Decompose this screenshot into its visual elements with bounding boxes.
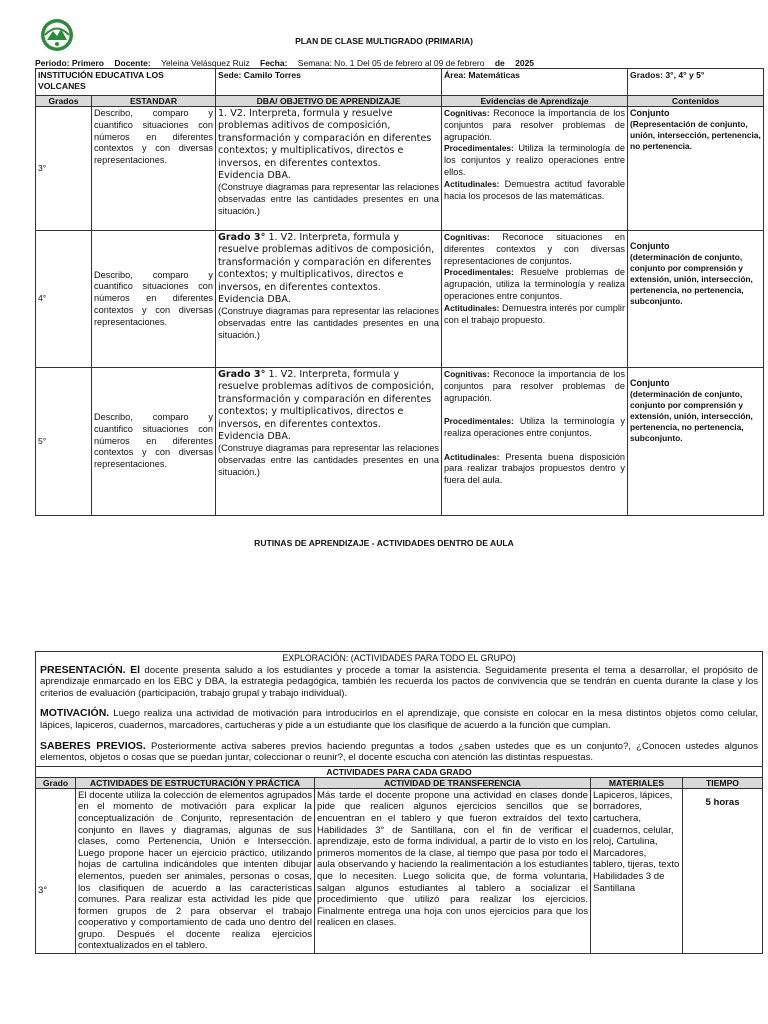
period-label: Periodo:: [35, 58, 70, 68]
contents-cell: [628, 107, 764, 231]
plan-row: [36, 368, 764, 516]
dba-cell: [216, 368, 442, 516]
standard-cell: Describo, comparo y cuantifico situaciones con números en diferentes contextos y con diversas representaciones.: [92, 231, 216, 368]
cognitive-text: Reconoce situaciones en diferentes contextos y con diversas representaciones de conjuntos.: [444, 232, 626, 266]
procedural-label: Procedimentales:: [444, 267, 514, 278]
col-header-grades: Grados: [36, 96, 92, 107]
content-title: Conjunto: [630, 241, 670, 251]
attitudinal-text: Demuestra interés por cumplir con el trabajo propuesto.: [444, 302, 626, 325]
standard-cell: Describo, comparo y cuantifico situaciones con números en diferentes contextos y con diversas representaciones.: [92, 368, 216, 516]
col-header-dba: DBA/ OBJETIVO DE APRENDIZAJE: [216, 96, 442, 107]
institution-cell: INSTITUCIÓN EDUCATIVA LOS VOLCANES: [36, 69, 216, 96]
transfer-activity: Más tarde el docente propone una actividad en clases donde pide que realicen algunos ejercicios sencillos que se encuentran en el tablero y que fueron extraídos del texto Habilidades 3° de Santillana, con el fin de verificar el aprendizaje, esto de forma individual, a partir de lo visto en los primeros momentos de la clase, al tiempo que pasa por todo el aula observando y haciendo la realimentación a los estudiantes que lo necesiten. Luego solicita que, de forma voluntaria, salgan algunos estudiantes al tablero a socializar el procedimiento que utilizó para realizar los ejercicios. Finalmente entrega una hoja con unos ejercicios para que los realicen en clases.: [315, 788, 591, 953]
col-header-structuring: ACTIVIDADES DE ESTRUCTURACIÓN Y PRÁCTICA: [76, 777, 315, 788]
dba-evidence: (Construye diagramas para representar las relaciones observadas entre las cantidades presentes en una situación.): [218, 306, 440, 340]
activity-grade: 3°: [36, 788, 76, 953]
dba-evidence-label: Evidencia DBA.: [218, 170, 291, 182]
plan-row: [36, 231, 764, 368]
school-logo-icon: [40, 18, 74, 52]
content-text: (determinación de conjunto, conjunto por comprensión y extensión, unión, intersección, pertenencia, no pertenencia, subconjunto.: [630, 389, 753, 443]
area-cell: Área: Matemáticas: [442, 69, 628, 96]
motivation-paragraph: [40, 708, 758, 731]
exploration-title: EXPLORACIÓN: (ACTIVIDADES PARA TODO EL GRUPO): [282, 653, 516, 663]
cognitive-text: Reconoce la importancia de los conjuntos para resolver problemas de agrupación.: [444, 369, 626, 403]
date-label: Fecha:: [260, 58, 288, 68]
dba-cell: [216, 107, 442, 231]
prior-knowledge-paragraph: [40, 741, 758, 764]
attitudinal-label: Actitudinales:: [444, 302, 500, 313]
standard-cell: Describo, comparo y cuantifico situaciones con números en diferentes contextos y con diversas representaciones.: [92, 107, 216, 231]
grade-cell: 4°: [36, 231, 92, 368]
col-header-standard: ESTANDAR: [92, 96, 216, 107]
per-grade-title: ACTIVIDADES PARA CADA GRADO: [36, 766, 763, 777]
procedural-text: Resuelve problemas de agrupación, utiliza la terminología y realiza operaciones entre conjuntos.: [444, 267, 626, 301]
evidence-cell: [442, 231, 628, 368]
dba-evidence: (Construye diagramas para representar las relaciones observadas entre las cantidades presentes en una situación.): [218, 443, 440, 477]
year-value: 2025: [515, 58, 535, 68]
materials-list: Lapiceros, lápices, borradores, cartuchera, cuadernos, celular, reloj, Cartulina, Marcadores, tablero, tijeras, texto Habilidades 3 de Santillana: [591, 788, 683, 953]
col-header-grade: Grado: [36, 777, 76, 788]
dba-grade-prefix: Grado 3°: [218, 369, 266, 380]
activity-time: 5 horas: [683, 788, 763, 953]
dba-text: 1. V2. Interpreta, formula y resuelve problemas aditivos de composición, transformación y comparación en diferentes contextos; y multiplicativos, directos e inversos, en diferentes contextos.: [218, 232, 435, 293]
evidence-cell: [442, 107, 628, 231]
col-header-transfer: ACTIVIDAD DE TRANSFERENCIA: [315, 777, 591, 788]
motivation-label: MOTIVACIÓN.: [40, 707, 110, 720]
procedural-label: Procedimentales:: [444, 143, 514, 154]
prior-knowledge-label: SABERES PREVIOS.: [40, 739, 146, 752]
cognitive-label: Cognitivas:: [444, 369, 490, 379]
grades-cell: Grados: 3°, 4° y 5°: [628, 69, 764, 96]
activities-table: [35, 651, 763, 954]
presentation-text: docente presenta saludo a los estudiantes y procede a tomar la asistencia. Seguidamente presenta el tema a desarrollar, el propósito de aprendizaje enmarcado en los EBC y DBA, la estrategia pedagógica, también les recuerda los pactos de convivencia que se tendrán en cuenta durante la clase y los criterios de evaluación (participación, trabajo grupal y trabajo individual).: [40, 664, 759, 699]
year-label: de: [494, 58, 505, 68]
structuring-activity: El docente utiliza la colección de elementos agrupados en el momento de motivación para explicar la conceptualización de Conjunto, representación de conjunto en llaves y diagramas, algunas de sus clases, como Pertenencia, Unión e Intersección. Luego propone hacer un ejercicio práctico, utilizando hojas de cartulina indicándoles que intenten dibujar elementos, pueden ser animales, personas o cosas, los clasifiquen de acuerdo a las características comunes. Para realizar esta actividad les pide que formen grupos de 2 para observar el trabajo cooperativo y comportamiento de cada uno dentro del grupo. Después el docente realiza ejercicios contextualizados en el tablero.: [76, 788, 315, 953]
presentation-label: PRESENTACIÓN. El: [40, 663, 141, 676]
content-title: Conjunto: [630, 378, 670, 388]
dba-evidence-label: Evidencia DBA.: [218, 431, 291, 443]
contents-cell: [628, 231, 764, 368]
col-header-evidence: Evidencias de Aprendizaje: [442, 96, 628, 107]
attitudinal-label: Actitudinales:: [444, 178, 500, 189]
content-title: Conjunto: [630, 108, 670, 118]
dba-grade-prefix: Grado 3°: [218, 232, 266, 243]
cognitive-text: Reconoce la importancia de los conjuntos para resolver problemas de agrupación.: [444, 108, 626, 142]
procedural-text: Utiliza la terminología de los conjuntos y realizo operaciones entre ellos.: [444, 143, 626, 177]
period-value: Primero: [71, 58, 104, 68]
plan-table: [35, 68, 764, 516]
dba-cell: [216, 231, 442, 368]
content-text: (Representación de conjunto, unión, intersección, pertenencia, no pertenencia.: [630, 119, 761, 151]
date-value: Semana: No. 1 Del 05 de febrero al 09 de febrero: [297, 58, 485, 68]
document-title: PLAN DE CLASE MULTIGRADO (PRIMARIA): [295, 36, 473, 46]
motivation-text: Luego realiza una actividad de motivación para introducirlos en el aprendizaje, que consiste en colocar en la mesa distintos objetos como celular, lápices, lapiceros, cuadernos, marcadores, cartucheras y pide a un estudiante que los clasifique de acuerdo a la función que cumplan.: [40, 708, 759, 731]
grade-cell: 3°: [36, 107, 92, 231]
content-text: (determinación de conjunto, conjunto por comprensión y extensión, unión, intersección, pertenencia, no pertenencia, subconjunto.: [630, 252, 753, 306]
cognitive-label: Cognitivas:: [444, 232, 490, 242]
col-header-time: TIEMPO: [683, 777, 763, 788]
dba-evidence: (Construye diagramas para representar las relaciones observadas entre las cantidades presentes en una situación.): [218, 182, 440, 216]
presentation-paragraph: [40, 665, 758, 700]
evidence-cell: [442, 368, 628, 516]
contents-cell: [628, 368, 764, 516]
procedural-text: Utiliza la terminología y realiza operaciones entre conjuntos.: [444, 416, 626, 438]
cognitive-label: Cognitivas:: [444, 108, 490, 118]
attitudinal-text: Demuestra actitud favorable hacia los procesos de las matemáticas.: [444, 178, 626, 201]
header-info-line: [35, 58, 534, 68]
dba-evidence-label: Evidencia DBA.: [218, 294, 291, 306]
routines-title: RUTINAS DE APRENDIZAJE - ACTIVIDADES DENTRO DE AULA: [254, 538, 514, 548]
site-cell: Sede: Camilo Torres: [216, 69, 442, 96]
dba-text: 1. V2. Interpreta, formula y resuelve problemas aditivos de composición, transformación y comparación en diferentes contextos; y multiplicativos, directos e inversos, en diferentes contextos.: [218, 108, 432, 169]
grade-cell: 5°: [36, 368, 92, 516]
activity-row: [36, 788, 763, 953]
plan-row: [36, 107, 764, 231]
attitudinal-text: Presenta buena disposición para realizar trabajos propuestos dentro y fuera del aula.: [444, 451, 626, 486]
teacher-value: Yeleina Velásquez Ruiz: [161, 58, 250, 68]
col-header-contents: Contenidos: [628, 96, 764, 107]
dba-text: 1. V2. Interpreta, formula y resuelve problemas aditivos de composición, transformación y comparación en diferentes contextos; y multiplicativos, directos e inversos, en diferentes contextos.: [218, 369, 435, 430]
attitudinal-label: Actitudinales:: [444, 451, 500, 462]
exploration-section: [36, 652, 763, 767]
prior-knowledge-text: Posteriormente activa saberes previos haciendo preguntas a todos ¿saben ustedes que es un conjunto?, ¿Conocen ustedes algunos elementos, objetos o cosas que se puedan juntar, coleccionar o reunir?, el docente escucha con atención las distintas respuestas.: [40, 740, 759, 764]
procedural-label: Procedimentales:: [444, 416, 514, 427]
teacher-label: Docente:: [114, 58, 151, 68]
col-header-materials: MATERIALES: [591, 777, 683, 788]
